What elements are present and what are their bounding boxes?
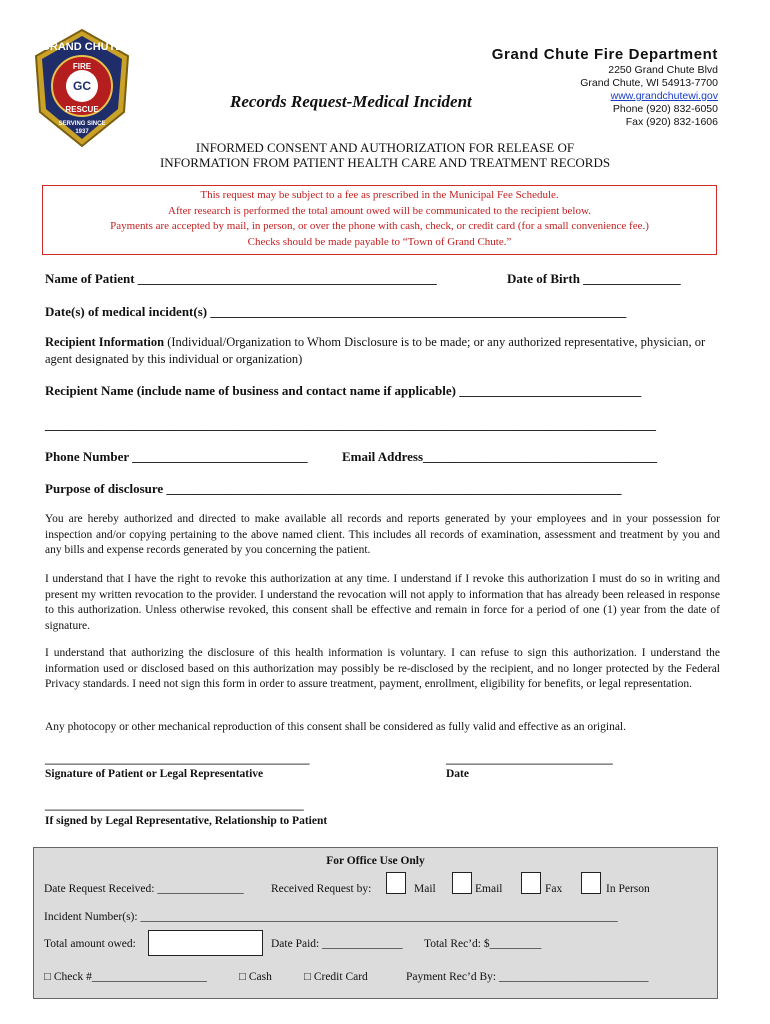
consent-title-line-2: INFORMATION FROM PATIENT HEALTH CARE AND TREATMENT RECORDS <box>159 155 611 170</box>
payment-received-by-field[interactable]: Payment Rec’d By: __________________________ <box>406 971 649 983</box>
signature-line[interactable]: ______________________________________________ <box>45 754 310 766</box>
logo-fire-text: FIRE <box>72 62 92 71</box>
address-line-1: 2250 Grand Chute Blvd <box>608 64 718 76</box>
logo-rescue-text: RESCUE <box>65 105 99 114</box>
mail-checkbox[interactable] <box>386 872 406 894</box>
total-amount-owed-label: Total amount owed: <box>44 938 136 950</box>
logo-since-text: SERVING SINCE <box>58 121 106 127</box>
department-name: Grand Chute Fire Department <box>491 46 718 63</box>
in-person-option-label: In Person <box>606 883 650 895</box>
fee-notice-line-3: Payments are accepted by mail, in person, or over the phone with cash, check, or credit card (for a small convenience fee.) <box>110 220 649 232</box>
fee-notice-line-4: Checks should be made payable to “Town of Grand Chute.” <box>247 235 512 248</box>
voluntary-paragraph: I understand that authorizing the disclosure of this health information is voluntary. I can refuse to sign this authorization. I understand the information used or disclosed based on this authorization may possibly be re-disclosed by the recipient, and no longer protected by the Federal Privacy standards. I need not sign this form in order to assure treatment, payment, enrollment, eligibility for benefits, or legal representation. <box>45 647 720 690</box>
revocation-paragraph: I understand that I have the right to revoke this authorization at any time. I understand if I revoke this authorization I must do so in writing and present my written revocation to the provider. I understand the revocation will not apply to information that has already been released in response to this authorization. Unless otherwise revoked, this consent shall be effective and remain in force for a period of one (1) year from the date of signature. <box>45 573 720 632</box>
credit-card-option[interactable]: □ Credit Card <box>304 971 368 983</box>
phone-number-text: Phone (920) 832-6050 <box>612 103 718 115</box>
date-paid-field[interactable]: Date Paid: ______________ <box>271 938 403 950</box>
date-of-birth-field[interactable]: Date of Birth _______________ <box>507 271 681 286</box>
office-use-title: For Office Use Only <box>326 855 425 867</box>
total-amount-owed-input[interactable] <box>148 930 263 956</box>
recipient-extra-line[interactable]: ______________________________________________________________________________________________ <box>45 417 656 432</box>
recipient-information-text: (Individual/Organization to Whom Disclosure is to be made; or any authorized representative, physician, or agent designated by this individual or organization) <box>45 335 706 366</box>
email-address-field[interactable]: Email Address____________________________________ <box>342 449 658 464</box>
authorization-paragraph: You are hereby authorized and directed to make available all records and reports generated by your employees and in your possession for inspection and/or copying pertaining to the above named client. This includes all records of examination, assessment and treatment by you and any bills and expense records generated by you concerning the patient. <box>45 513 720 556</box>
purpose-of-disclosure-field[interactable]: Purpose of disclosure ______________________________________________________________________ <box>45 481 622 496</box>
relationship-line[interactable]: _____________________________________________ <box>45 800 304 812</box>
recipient-information <box>45 334 720 368</box>
department-address <box>580 64 718 129</box>
phone-number-field[interactable]: Phone Number ___________________________ <box>45 449 308 464</box>
check-number-option[interactable]: □ Check #____________________ <box>44 971 207 983</box>
fee-notice-box <box>42 185 717 255</box>
office-use-section <box>33 847 718 999</box>
form-title: Records Request-Medical Incident <box>230 92 472 111</box>
total-received-field[interactable]: Total Rec’d: $_________ <box>424 938 542 950</box>
cash-option[interactable]: □ Cash <box>239 971 272 983</box>
in-person-checkbox[interactable] <box>581 872 601 894</box>
date-line[interactable]: _____________________________ <box>446 754 613 766</box>
logo-year-text: 1937 <box>75 129 89 135</box>
incident-dates-field[interactable]: Date(s) of medical incident(s) ________________________________________________________________ <box>45 304 627 319</box>
mail-option-label: Mail <box>414 883 436 895</box>
photocopy-paragraph: Any photocopy or other mechanical reproduction of this consent shall be considered as fully valid and effective as an original. <box>45 721 626 733</box>
address-line-2: Grand Chute, WI 54913-7700 <box>580 77 718 89</box>
relationship-label: If signed by Legal Representative, Relationship to Patient <box>45 815 328 827</box>
received-request-by-label: Received Request by: <box>271 883 372 895</box>
fax-checkbox[interactable] <box>521 872 541 894</box>
date-request-received-field[interactable]: Date Request Received: _______________ <box>44 883 244 895</box>
consent-title <box>0 140 770 170</box>
recipient-name-field[interactable]: Recipient Name (include name of business and contact name if applicable) ____________________________ <box>45 383 642 398</box>
recipient-information-label: Recipient Information <box>45 335 165 349</box>
fire-department-logo <box>32 28 132 148</box>
consent-title-line-1: INFORMED CONSENT AND AUTHORIZATION FOR RELEASE OF <box>195 140 575 155</box>
signature-label: Signature of Patient or Legal Representative <box>45 768 264 780</box>
fax-number-text: Fax (920) 832-1606 <box>625 116 718 128</box>
logo-center-text: GC <box>73 79 91 93</box>
website-link[interactable]: www.grandchutewi.gov <box>610 90 718 102</box>
patient-name-field[interactable]: Name of Patient ______________________________________________ <box>45 271 437 286</box>
date-label: Date <box>446 768 469 780</box>
fee-notice-line-2: After research is performed the total amount owed will be communicated to the recipient below. <box>168 204 591 217</box>
fax-option-label: Fax <box>545 883 563 895</box>
fee-notice-line-1: This request may be subject to a fee as prescribed in the Municipal Fee Schedule. <box>200 189 559 201</box>
logo-top-text: GRAND CHUTE <box>41 41 123 53</box>
email-checkbox[interactable] <box>452 872 472 894</box>
email-option-label: Email <box>475 883 503 895</box>
incident-numbers-field[interactable]: Incident Number(s): ___________________________________________________________________________________ <box>44 911 618 923</box>
